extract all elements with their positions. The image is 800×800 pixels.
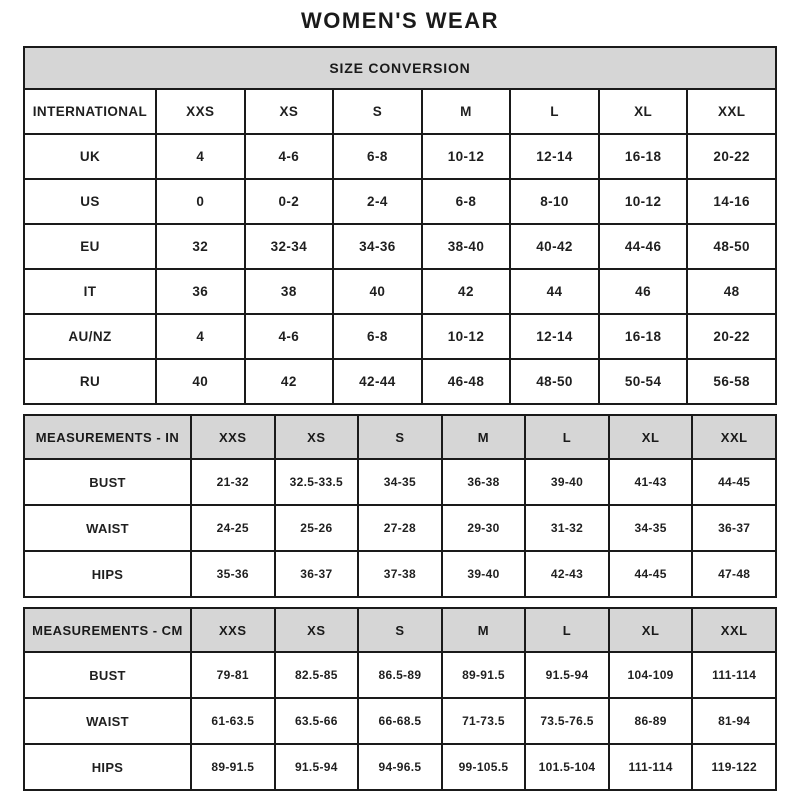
size-value-cell: 44 [510, 269, 599, 314]
size-column-header: XXL [692, 415, 776, 459]
measurements-in-row-hips [24, 551, 776, 597]
measurement-value-cell: 61-63.5 [191, 698, 275, 744]
measurements-cm-table [23, 607, 777, 791]
size-column-header: S [358, 415, 442, 459]
size-column-header: XXL [687, 89, 776, 134]
size-conversion-row-us [24, 179, 776, 224]
row-label-international: INTERNATIONAL [24, 89, 156, 134]
measurement-value-cell: 89-91.5 [191, 744, 275, 790]
size-column-header: XS [245, 89, 334, 134]
size-value-cell: 48 [687, 269, 776, 314]
measurements-in-table [23, 414, 777, 598]
size-column-header: XS [275, 608, 359, 652]
measurement-value-cell: 94-96.5 [358, 744, 442, 790]
size-value-cell: 36 [156, 269, 245, 314]
size-value-cell: 14-16 [687, 179, 776, 224]
size-value-cell: 10-12 [599, 179, 688, 224]
size-conversion-row-aunz [24, 314, 776, 359]
size-value-cell: 4 [156, 314, 245, 359]
measurement-value-cell: 86.5-89 [358, 652, 442, 698]
measurement-value-cell: 81-94 [692, 698, 776, 744]
row-label: UK [24, 134, 156, 179]
measurement-value-cell: 86-89 [609, 698, 693, 744]
size-value-cell: 34-36 [333, 224, 422, 269]
row-label: WAIST [24, 698, 191, 744]
measurements-cm-header: MEASUREMENTS - CM [24, 608, 191, 652]
page-title: WOMEN'S WEAR [301, 8, 499, 33]
row-label: BUST [24, 652, 191, 698]
size-value-cell: 12-14 [510, 314, 599, 359]
measurement-value-cell: 37-38 [358, 551, 442, 597]
size-value-cell: 6-8 [422, 179, 511, 224]
size-value-cell: 8-10 [510, 179, 599, 224]
measurement-value-cell: 39-40 [525, 459, 609, 505]
size-conversion-table [23, 46, 777, 405]
size-column-header: XL [599, 89, 688, 134]
measurement-value-cell: 41-43 [609, 459, 693, 505]
measurement-value-cell: 34-35 [609, 505, 693, 551]
size-value-cell: 40 [156, 359, 245, 404]
size-value-cell: 6-8 [333, 134, 422, 179]
size-value-cell: 2-4 [333, 179, 422, 224]
size-value-cell: 20-22 [687, 134, 776, 179]
size-chart-page [23, 0, 777, 791]
measurement-value-cell: 91.5-94 [275, 744, 359, 790]
size-value-cell: 48-50 [510, 359, 599, 404]
size-value-cell: 32 [156, 224, 245, 269]
measurement-value-cell: 42-43 [525, 551, 609, 597]
measurements-in-row-waist [24, 505, 776, 551]
size-conversion-row-ru [24, 359, 776, 404]
measurement-value-cell: 111-114 [609, 744, 693, 790]
measurement-value-cell: 111-114 [692, 652, 776, 698]
size-value-cell: 16-18 [599, 134, 688, 179]
measurement-value-cell: 32.5-33.5 [275, 459, 359, 505]
size-value-cell: 50-54 [599, 359, 688, 404]
size-value-cell: 12-14 [510, 134, 599, 179]
size-column-header: XXS [191, 415, 275, 459]
measurement-value-cell: 35-36 [191, 551, 275, 597]
measurement-value-cell: 44-45 [609, 551, 693, 597]
measurements-cm-row-waist [24, 698, 776, 744]
measurement-value-cell: 82.5-85 [275, 652, 359, 698]
measurements-in-header: MEASUREMENTS - IN [24, 415, 191, 459]
size-column-header: S [358, 608, 442, 652]
measurement-value-cell: 36-37 [692, 505, 776, 551]
size-column-header: XL [609, 608, 693, 652]
size-column-header: XL [609, 415, 693, 459]
measurements-cm-row-hips [24, 744, 776, 790]
measurement-value-cell: 36-37 [275, 551, 359, 597]
measurements-in-header-row [24, 415, 776, 459]
size-column-header: XXL [692, 608, 776, 652]
size-column-header: L [525, 608, 609, 652]
size-conversion-row-it [24, 269, 776, 314]
measurement-value-cell: 29-30 [442, 505, 526, 551]
size-value-cell: 20-22 [687, 314, 776, 359]
size-conversion-sizes-row [24, 89, 776, 134]
measurement-value-cell: 34-35 [358, 459, 442, 505]
size-value-cell: 42 [245, 359, 334, 404]
measurement-value-cell: 89-91.5 [442, 652, 526, 698]
measurement-value-cell: 25-26 [275, 505, 359, 551]
size-value-cell: 38-40 [422, 224, 511, 269]
size-value-cell: 4-6 [245, 314, 334, 359]
measurement-value-cell: 31-32 [525, 505, 609, 551]
measurements-cm-header-row [24, 608, 776, 652]
size-value-cell: 42-44 [333, 359, 422, 404]
size-value-cell: 4 [156, 134, 245, 179]
measurement-value-cell: 73.5-76.5 [525, 698, 609, 744]
measurement-value-cell: 99-105.5 [442, 744, 526, 790]
size-column-header: M [422, 89, 511, 134]
size-column-header: S [333, 89, 422, 134]
measurement-value-cell: 119-122 [692, 744, 776, 790]
measurement-value-cell: 39-40 [442, 551, 526, 597]
measurement-value-cell: 71-73.5 [442, 698, 526, 744]
measurement-value-cell: 36-38 [442, 459, 526, 505]
size-conversion-row-uk [24, 134, 776, 179]
size-conversion-header: SIZE CONVERSION [24, 47, 776, 89]
size-column-header: XXS [156, 89, 245, 134]
size-value-cell: 46 [599, 269, 688, 314]
size-value-cell: 48-50 [687, 224, 776, 269]
measurement-value-cell: 24-25 [191, 505, 275, 551]
row-label: US [24, 179, 156, 224]
size-value-cell: 44-46 [599, 224, 688, 269]
measurement-value-cell: 47-48 [692, 551, 776, 597]
measurement-value-cell: 21-32 [191, 459, 275, 505]
row-label: IT [24, 269, 156, 314]
size-column-header: XXS [191, 608, 275, 652]
measurements-cm-row-bust [24, 652, 776, 698]
size-value-cell: 16-18 [599, 314, 688, 359]
measurement-value-cell: 44-45 [692, 459, 776, 505]
row-label: EU [24, 224, 156, 269]
size-value-cell: 38 [245, 269, 334, 314]
measurement-value-cell: 63.5-66 [275, 698, 359, 744]
row-label: AU/NZ [24, 314, 156, 359]
size-column-header: L [510, 89, 599, 134]
size-value-cell: 40 [333, 269, 422, 314]
measurement-value-cell: 101.5-104 [525, 744, 609, 790]
size-value-cell: 6-8 [333, 314, 422, 359]
row-label: HIPS [24, 744, 191, 790]
row-label: BUST [24, 459, 191, 505]
size-value-cell: 46-48 [422, 359, 511, 404]
row-label: WAIST [24, 505, 191, 551]
measurement-value-cell: 66-68.5 [358, 698, 442, 744]
row-label: HIPS [24, 551, 191, 597]
size-column-header: XS [275, 415, 359, 459]
measurement-value-cell: 27-28 [358, 505, 442, 551]
size-value-cell: 10-12 [422, 134, 511, 179]
measurement-value-cell: 91.5-94 [525, 652, 609, 698]
size-conversion-row-eu [24, 224, 776, 269]
size-value-cell: 40-42 [510, 224, 599, 269]
measurements-in-row-bust [24, 459, 776, 505]
row-label: RU [24, 359, 156, 404]
size-column-header: M [442, 415, 526, 459]
size-column-header: L [525, 415, 609, 459]
size-value-cell: 4-6 [245, 134, 334, 179]
size-conversion-banner-row [24, 47, 776, 89]
measurement-value-cell: 79-81 [191, 652, 275, 698]
size-value-cell: 10-12 [422, 314, 511, 359]
size-value-cell: 0 [156, 179, 245, 224]
size-value-cell: 42 [422, 269, 511, 314]
size-value-cell: 32-34 [245, 224, 334, 269]
size-value-cell: 0-2 [245, 179, 334, 224]
measurement-value-cell: 104-109 [609, 652, 693, 698]
size-value-cell: 56-58 [687, 359, 776, 404]
size-column-header: M [442, 608, 526, 652]
